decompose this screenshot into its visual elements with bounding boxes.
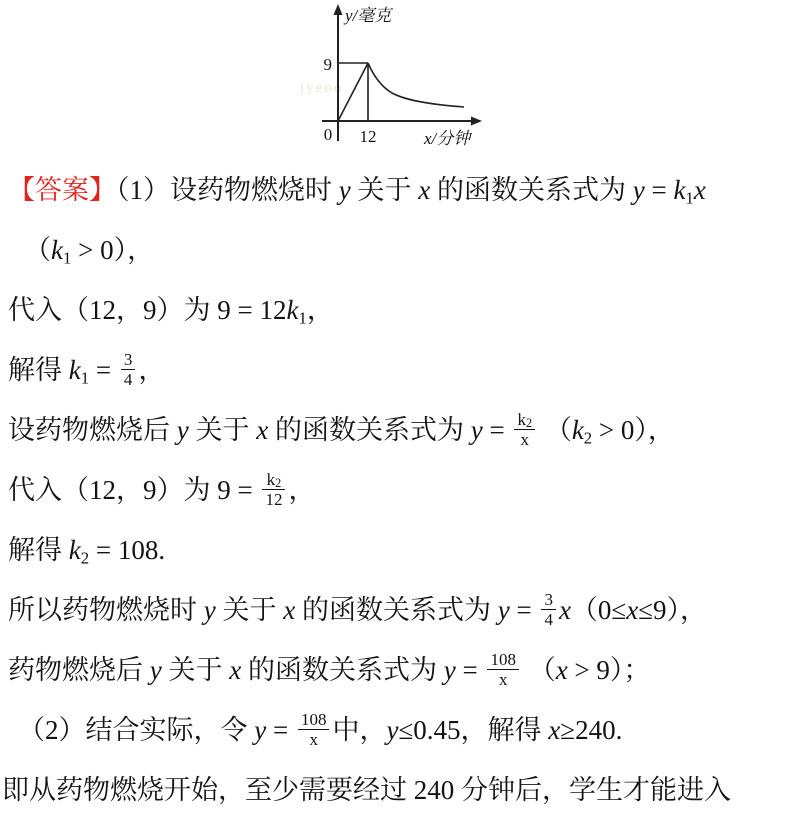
text-run: 代入（12，9）为 9 =: [8, 475, 260, 505]
subscript: 2: [583, 428, 593, 448]
text-run: x: [520, 430, 529, 450]
math-variable: y: [254, 715, 267, 745]
text-run: > 9）；: [567, 655, 651, 685]
text-run: （: [24, 235, 51, 265]
fraction: [487, 650, 519, 690]
text-run: 的函数关系式为: [268, 415, 471, 445]
text-run: 关于: [350, 175, 419, 205]
text-run: 药物燃烧后: [8, 655, 150, 685]
answer-line-3: [0, 280, 794, 340]
inverse-decay-curve: [368, 63, 464, 107]
fraction: [262, 470, 285, 510]
watermark: jyeoo: [300, 80, 344, 96]
text-run: （1）设药物燃烧时: [116, 175, 339, 205]
subscript: 1: [685, 188, 694, 208]
subscript: 2: [525, 415, 533, 430]
text-run: ，: [138, 355, 166, 385]
answer-line-9: [0, 640, 794, 700]
answer-line-2: [0, 220, 794, 280]
math-variable: y: [338, 175, 351, 205]
math-variable: x: [558, 595, 571, 625]
math-variable: x: [418, 175, 431, 205]
text-run: 的函数关系式为: [295, 595, 498, 625]
subscript: 2: [275, 475, 282, 490]
math-variable: y: [149, 655, 162, 685]
text-run: > 0），: [71, 235, 155, 265]
subscript: 1: [80, 368, 90, 388]
math-variable: y: [176, 415, 189, 445]
text-run: （: [538, 415, 572, 445]
text-run: =: [266, 715, 295, 745]
fraction: [121, 350, 136, 390]
math-variable: x: [548, 715, 561, 745]
text-run: 4: [123, 370, 133, 390]
math-variable: y: [386, 715, 399, 745]
text-run: x: [309, 730, 318, 750]
text-run: 设药物燃烧后: [8, 415, 177, 445]
math-variable: x: [693, 175, 706, 205]
text-run: 关于: [188, 415, 257, 445]
text-run: （2）结合实际，令: [18, 715, 255, 745]
text-run: 的函数关系式为: [241, 655, 444, 685]
answer-line-4: [0, 340, 794, 400]
math-variable: y: [470, 415, 483, 445]
math-variable: x: [626, 595, 639, 625]
answer-line-6: [0, 460, 794, 520]
text-run: =: [89, 355, 118, 385]
subscript: 1: [298, 308, 307, 328]
math-variable: k: [68, 535, 81, 565]
text-run: 3: [544, 589, 553, 609]
text-run: 108: [490, 649, 516, 669]
text-run: 关于: [161, 655, 230, 685]
text-run: （0≤: [570, 595, 627, 625]
math-variable: x: [229, 655, 242, 685]
y-axis-arrow-icon: [334, 4, 343, 15]
text-run: 12: [265, 490, 283, 510]
math-variable: x: [256, 415, 269, 445]
math-variable: k: [673, 175, 686, 205]
answer-line-10: [0, 700, 794, 760]
answer-line-7: [0, 520, 794, 580]
fraction: [298, 710, 330, 750]
math-variable: x: [283, 595, 296, 625]
text-run: x: [498, 670, 508, 690]
text-run: > 0），: [592, 415, 675, 445]
text-run: ≥240.: [560, 715, 623, 745]
text-run: ，: [288, 475, 316, 505]
answer-line-11: [0, 760, 794, 820]
answer-line-8: [0, 580, 794, 640]
text-run: = 108.: [89, 535, 166, 565]
text-run: （: [521, 655, 556, 685]
text-run: =: [644, 175, 674, 205]
text-run: 4: [544, 610, 553, 630]
math-variable: y: [497, 595, 510, 625]
text-run: 解得: [8, 535, 69, 565]
fraction: [514, 410, 535, 450]
math-variable: y: [632, 175, 645, 205]
function-graph: [288, 0, 494, 156]
text-run: 解得: [8, 355, 69, 385]
text-run: 108: [300, 709, 327, 729]
y-axis-label: y/毫克: [345, 6, 392, 25]
x-axis-arrow-icon: [471, 117, 482, 126]
math-variable: k: [68, 355, 81, 385]
text-run: =: [482, 415, 512, 445]
math-variable: k: [286, 295, 299, 325]
fraction: [541, 590, 556, 630]
text-run: k: [517, 409, 526, 429]
text-run: ≤9），: [638, 595, 708, 625]
text-run: =: [509, 595, 539, 625]
answer-line-1: [0, 160, 794, 220]
answer-label: 【答案】: [8, 175, 116, 205]
math-variable: y: [203, 595, 216, 625]
subscript: 1: [62, 248, 72, 268]
text-run: =: [455, 655, 485, 685]
answer-line-5: [0, 400, 794, 460]
text-run: ，: [306, 295, 334, 325]
text-run: 的函数关系式为: [430, 175, 633, 205]
math-variable: k: [571, 415, 584, 445]
x-axis-label: x/分钟: [424, 129, 471, 148]
math-variable: y: [443, 655, 456, 685]
text-run: k: [266, 469, 276, 489]
text-run: 代入（12，9）为 9 = 12: [8, 295, 287, 325]
text-run: 中，: [332, 715, 387, 745]
math-variable: k: [51, 235, 63, 265]
text-run: 所以药物燃烧时: [8, 595, 204, 625]
text-run: ≤0.45，解得: [398, 715, 549, 745]
subscript: 2: [80, 548, 90, 568]
text-run: 关于: [215, 595, 284, 625]
text-run: 即从药物燃烧开始，至少需要经过 240 分钟后，学生才能进入: [2, 775, 731, 805]
y-tick-label: 9: [323, 55, 332, 74]
text-run: 3: [123, 349, 133, 369]
answer-section: [0, 160, 794, 820]
x-tick-label: 12: [359, 127, 377, 146]
math-variable: x: [555, 655, 568, 685]
origin-label: 0: [323, 125, 333, 144]
